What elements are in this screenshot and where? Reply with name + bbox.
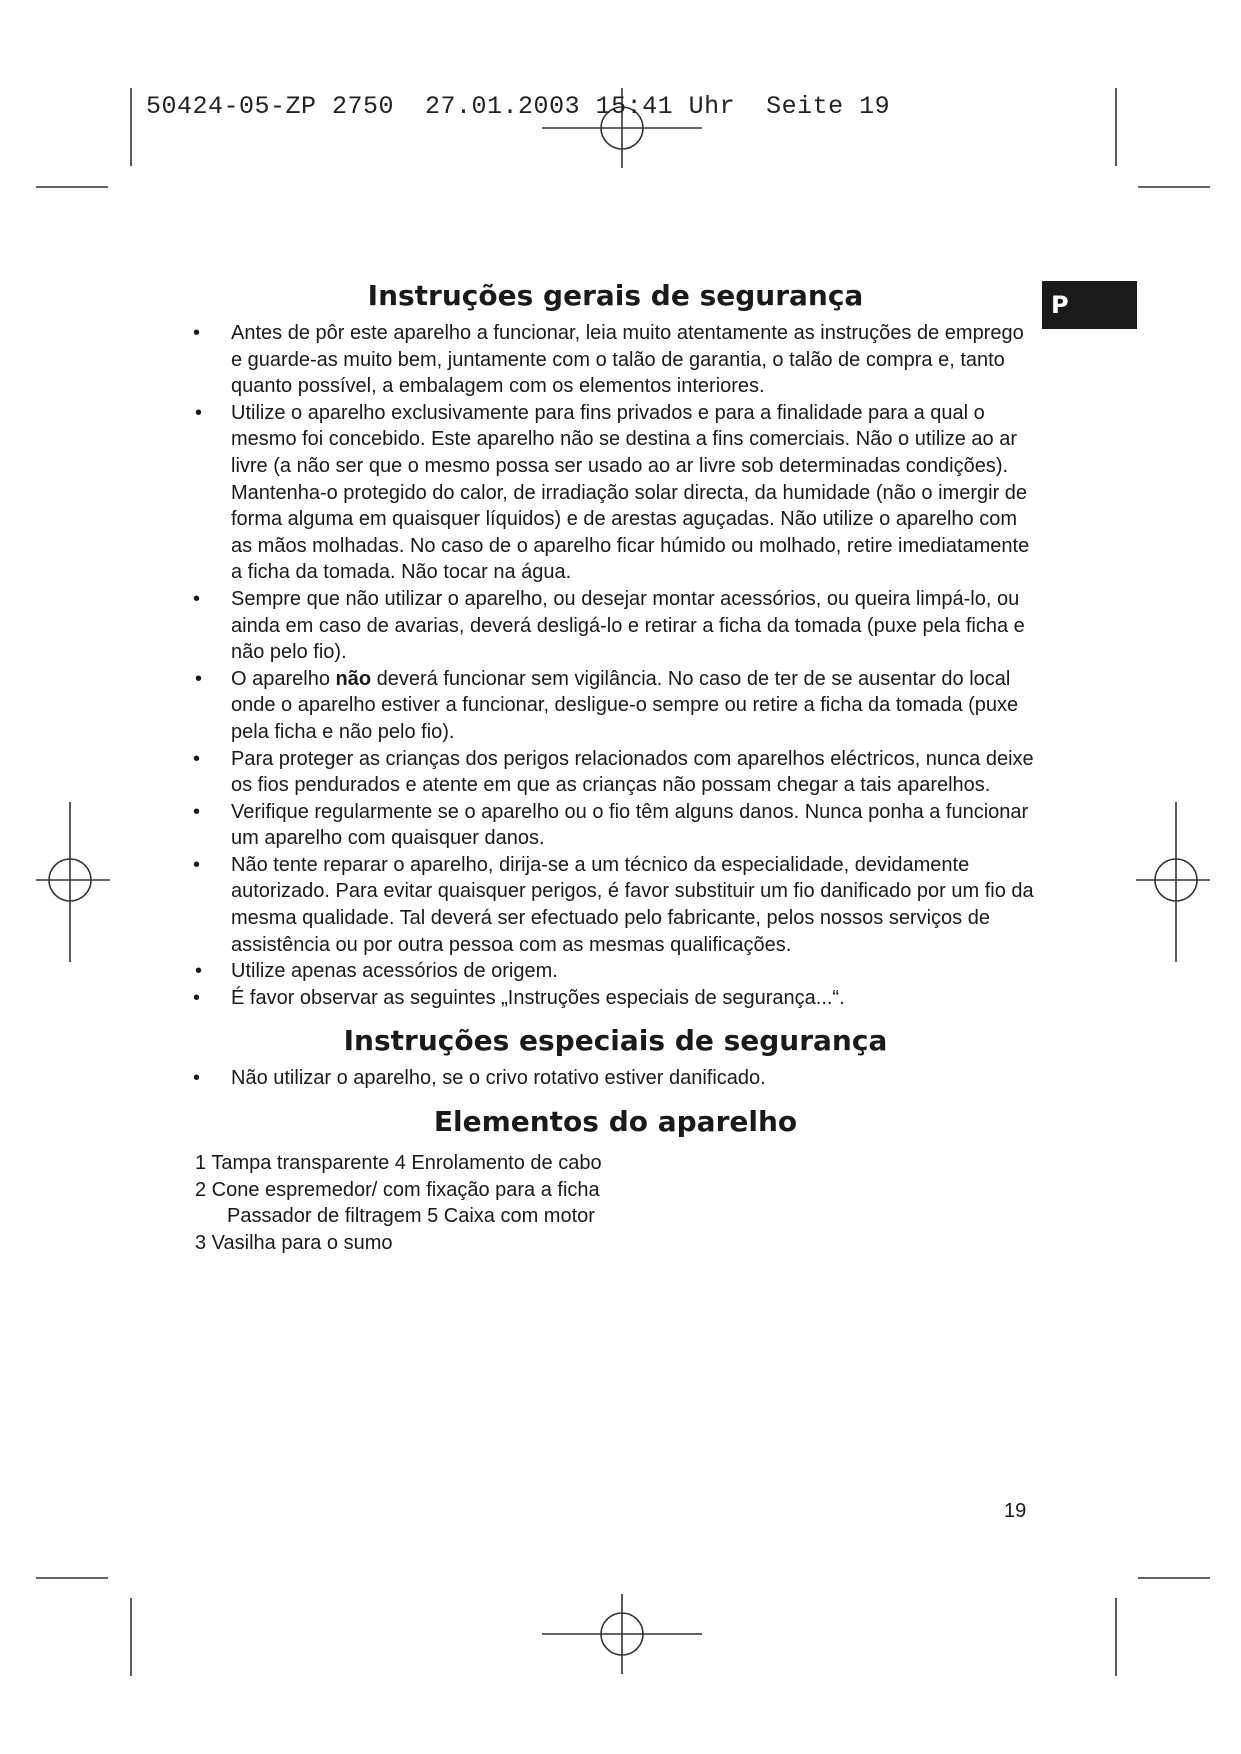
- emphasis-bold: não: [335, 667, 372, 690]
- list-item: • Verifique regularmente se o aparelho ou o fio têm alguns danos. Nunca ponha a funcionar um aparelho com quaisquer danos.: [193, 800, 1029, 850]
- list-item: • Utilize o aparelho exclusivamente para fins privados e para a finalidade para a qual o mesmo foi concebido. Este aparelho não se destina a fins comerciais. Não o utilize ao ar livre (a não ser que o mesmo possa ser usado ao ar livre sob determinadas condições). Mantenha-o protegido do calor, de irradiação solar directa, da humidade (não o imergir de forma alguma em quaisquer líquidos) e de arestas aguçadas. Não utilize o aparelho com as mãos molhadas. No caso de o aparelho ficar húmido ou molhado, retire imediatamente a ficha da tomada. Não tocar na água.: [195, 401, 1030, 584]
- language-tab-letter: P: [1051, 291, 1069, 319]
- element-line: 2 Cone espremedor/ com fixação para a ficha: [195, 1178, 600, 1201]
- print-slug-header: 50424-05-ZP 2750 27.01.2003 15:41 Uhr Seite 19: [146, 92, 891, 121]
- page-content: [193, 272, 1038, 1256]
- element-line: Passador de filtragem 5 Caixa com motor: [227, 1205, 595, 1228]
- list-item: • O aparelho não deverá funcionar sem vigilância. No caso de ter de se ausentar do local onde o aparelho estiver a funcionar, desligue-o sempre ou retire a ficha da tomada (puxe pela ficha e não pelo fio).: [195, 667, 1019, 743]
- list-item: • Não tente reparar o aparelho, dirija-se a um técnico da especialidade, devidamente autorizado. Para evitar quaisquer perigos, é favor substituir um fio danificado por um fio da mesma qualidade. Tal deverá ser efectuado pelo fabricante, pelos nossos serviços de assistência ou por outra pessoa com as mesmas qualificações.: [193, 853, 1034, 956]
- general-safety-heading: Instruções gerais de segurança: [367, 279, 864, 312]
- device-elements-list: [195, 1150, 1038, 1256]
- list-item: • Para proteger as crianças dos perigos relacionados com aparelhos eléctricos, nunca deixe os fios pendurados e atente em que as crianças não possam chegar a tais aparelhos.: [193, 747, 1034, 797]
- element-line: 3 Vasilha para o sumo: [195, 1231, 393, 1254]
- general-safety-list: [193, 320, 1038, 1011]
- list-item: • Antes de pôr este aparelho a funcionar, leia muito atentamente as instruções de emprego e guarde-as muito bem, juntamente com o talão de garantia, o talão de compra e, tanto quanto possível, a embalagem com os elementos interiores.: [193, 322, 1024, 398]
- language-tab: [1042, 281, 1137, 329]
- element-line: 1 Tampa transparente 4 Enrolamento de cabo: [195, 1152, 602, 1175]
- page-number: 19: [1004, 1500, 1027, 1522]
- list-item: • Não utilizar o aparelho, se o crivo rotativo estiver danificado.: [193, 1067, 766, 1090]
- special-safety-heading: Instruções especiais de segurança: [343, 1024, 888, 1058]
- list-item: • Utilize apenas acessórios de origem.: [195, 960, 558, 983]
- list-item: • Sempre que não utilizar o aparelho, ou desejar montar acessórios, ou queira limpá-lo, ou ainda em caso de avarias, deverá desligá-lo e retirar a ficha da tomada (puxe pela ficha e não pelo fio).: [193, 587, 1025, 664]
- device-elements-heading: Elementos do aparelho: [433, 1105, 798, 1139]
- list-item: • É favor observar as seguintes „Instruções especiais de segurança...“.: [193, 986, 845, 1009]
- special-safety-list: [193, 1065, 1038, 1092]
